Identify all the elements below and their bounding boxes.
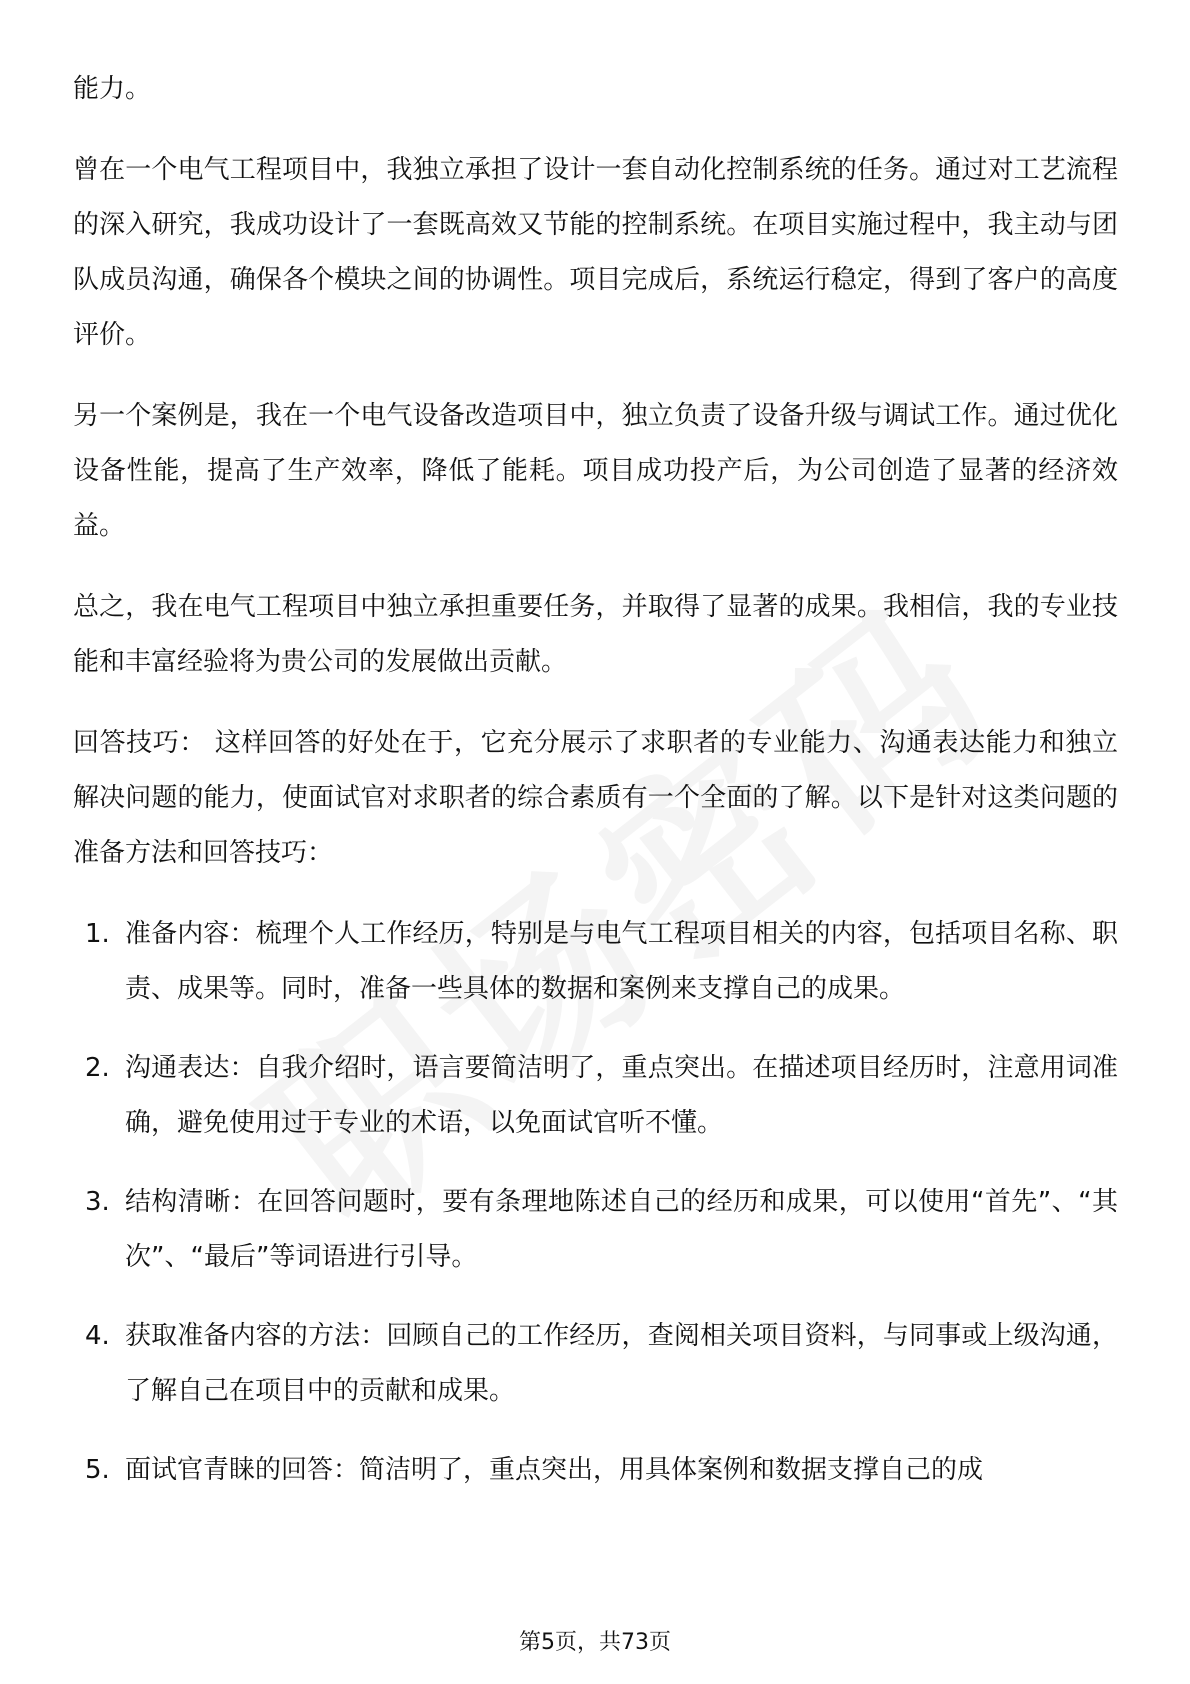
list-item-number: 4. — [85, 1321, 110, 1351]
page-number: 第5页，共73页 — [519, 1630, 671, 1655]
tips-list — [73, 907, 1118, 1498]
paragraph-answer-tips: 回答技巧： 这样回答的好处在于，它充分展示了求职者的专业能力、沟通表达能力和独立解决问题的能力，使面试官对求职者的综合素质有一个全面的了解。以下是针对这类问题的准备方法和回答技巧： — [73, 728, 1118, 868]
list-item-text: 准备内容：梳理个人工作经历，特别是与电气工程项目相关的内容，包括项目名称、职责、成果等。同时，准备一些具体的数据和案例来支撑自己的成果。 — [125, 919, 1118, 1004]
paragraph-case-two: 另一个案例是，我在一个电气设备改造项目中，独立负责了设备升级与调试工作。通过优化设备性能，提高了生产效率，降低了能耗。项目成功投产后，为公司创造了显著的经济效益。 — [73, 401, 1118, 541]
paragraph-case-one: 曾在一个电气工程项目中，我独立承担了设计一套自动化控制系统的任务。通过对工艺流程的深入研究，我成功设计了一套既高效又节能的控制系统。在项目实施过程中，我主动与团队成员沟通，确保各个模块之间的协调性。项目完成后，系统运行稳定，得到了客户的高度评价。 — [73, 155, 1118, 350]
list-item — [73, 1443, 1118, 1498]
list-item-number: 5. — [85, 1455, 110, 1485]
list-item — [73, 1175, 1118, 1285]
list-item-text: 结构清晰：在回答问题时，要有条理地陈述自己的经历和成果，可以使用“首先”、“其次”、“最后”等词语进行引导。 — [125, 1187, 1118, 1272]
document-body — [73, 62, 1118, 1522]
list-item-text: 面试官青睐的回答：简洁明了，重点突出，用具体案例和数据支撑自己的成 — [125, 1455, 984, 1485]
paragraph-summary: 总之，我在电气工程项目中独立承担重要任务，并取得了显著的成果。我相信，我的专业技能和丰富经验将为贵公司的发展做出贡献。 — [73, 592, 1118, 677]
list-item-number: 1. — [85, 919, 110, 949]
list-item — [73, 907, 1118, 1017]
list-item-number: 3. — [85, 1187, 110, 1217]
list-item — [73, 1309, 1118, 1419]
list-item-text: 获取准备内容的方法：回顾自己的工作经历，查阅相关项目资料，与同事或上级沟通，了解自己在项目中的贡献和成果。 — [125, 1321, 1118, 1406]
list-item-number: 2. — [85, 1053, 110, 1083]
list-item — [73, 1041, 1118, 1151]
paragraph-continuation: 能力。 — [73, 74, 152, 104]
list-item-text: 沟通表达：自我介绍时，语言要简洁明了，重点突出。在描述项目经历时，注意用词准确，避免使用过于专业的术语，以免面试官听不懂。 — [125, 1053, 1118, 1138]
